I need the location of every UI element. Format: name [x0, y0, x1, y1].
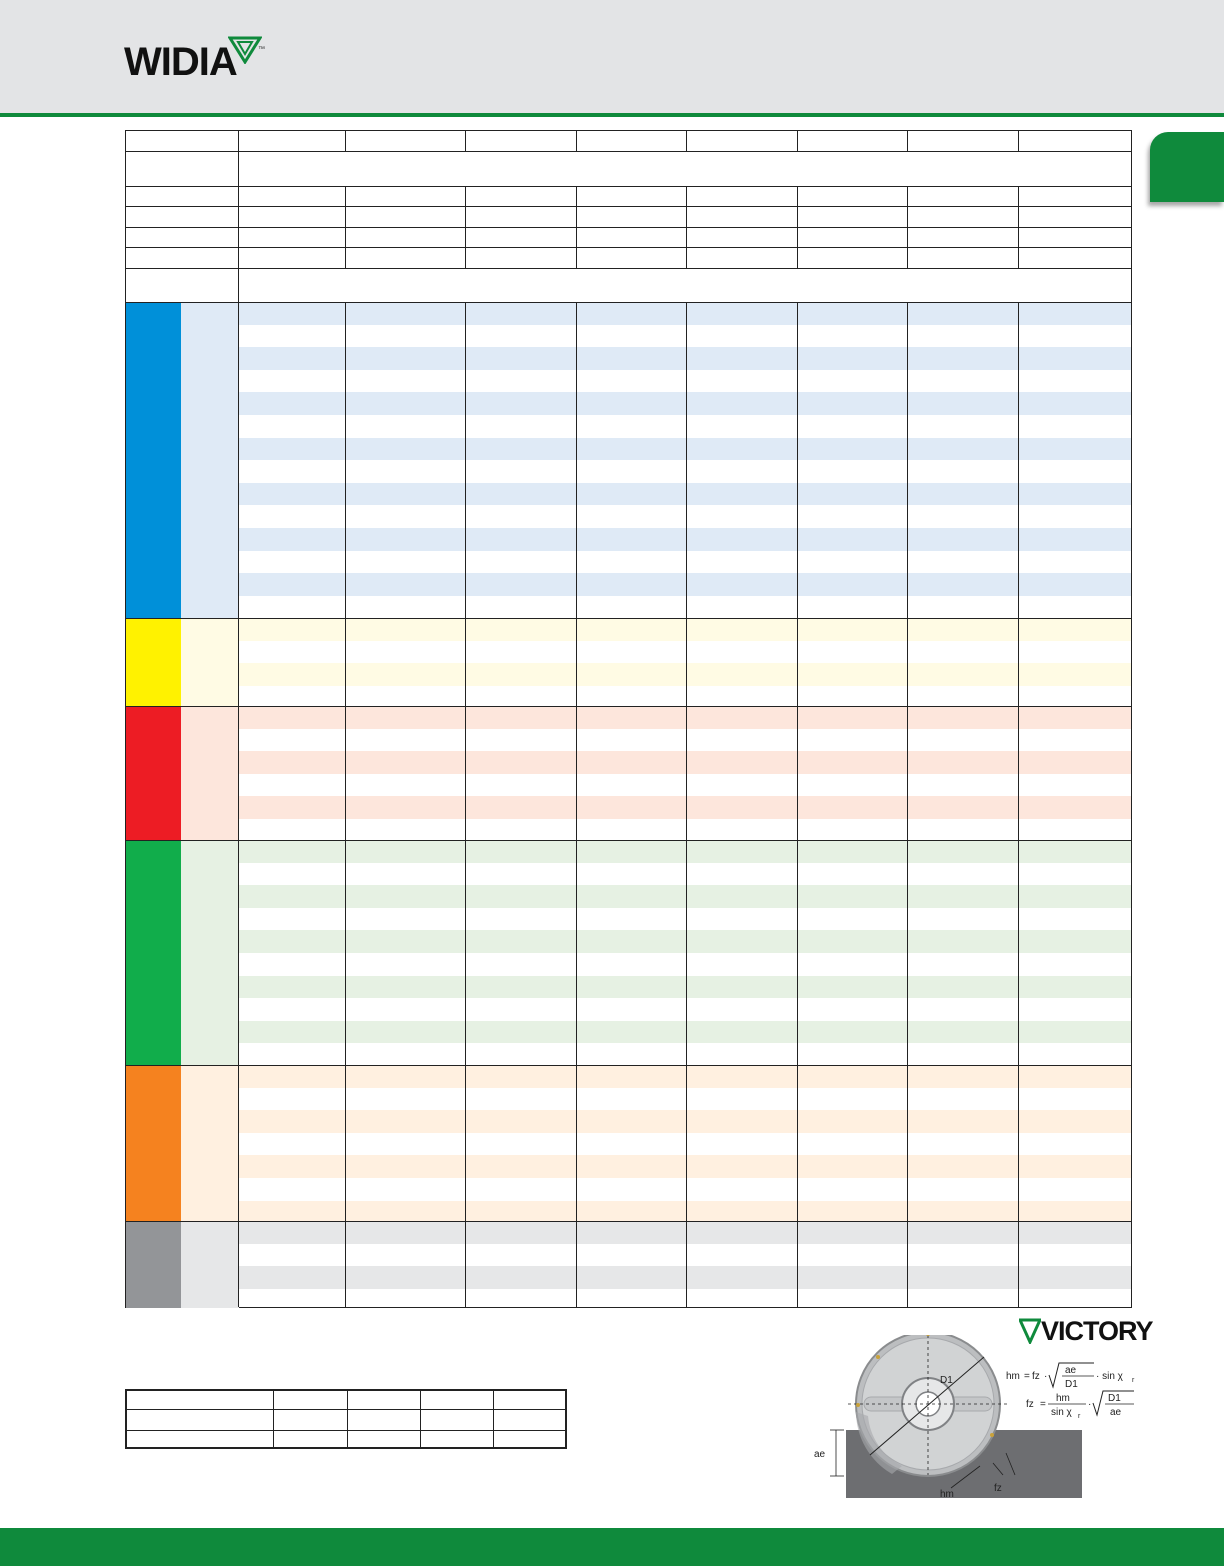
row-divider [126, 706, 1131, 707]
row-divider [126, 227, 1131, 228]
column-divider [686, 186, 687, 268]
table-row-stripe [239, 438, 1131, 461]
column-divider [907, 131, 908, 151]
column-divider [345, 131, 346, 151]
row-divider [126, 268, 1131, 269]
widia-triangle-icon [228, 36, 262, 64]
table-row-stripe [239, 1201, 1131, 1221]
formula-hm [1006, 1363, 1135, 1390]
material-group-panel [181, 1065, 239, 1221]
row-divider [126, 186, 1131, 187]
material-group-panel [181, 618, 239, 706]
material-group-tab [126, 1065, 181, 1221]
column-divider [238, 131, 239, 1307]
row-divider [126, 840, 1131, 841]
table-row-stripe [239, 930, 1131, 953]
table-row-stripe [239, 1266, 1131, 1289]
column-divider [576, 302, 577, 1308]
column-divider [1018, 131, 1019, 151]
formula-fz-eq: = [1040, 1399, 1046, 1410]
table-row-stripe [239, 796, 1131, 819]
column-divider [465, 131, 466, 151]
column-divider [576, 131, 577, 151]
column-divider [1018, 302, 1019, 1308]
formula-hm-eq: = [1024, 1371, 1030, 1382]
column-divider [1018, 186, 1019, 268]
row-divider [126, 151, 1131, 152]
d1-label: D1 [940, 1375, 953, 1386]
row-divider [126, 1065, 1131, 1066]
material-group-tab [126, 618, 181, 706]
table-row-stripe [239, 573, 1131, 596]
ae-label: ae [814, 1449, 826, 1460]
column-divider [347, 1391, 348, 1447]
cutting-data-table [125, 130, 1132, 1308]
column-divider [273, 1391, 274, 1447]
insert-4 [990, 1433, 994, 1437]
table-row-stripe [239, 1065, 1131, 1088]
column-divider [493, 1391, 494, 1447]
table-row-stripe [239, 976, 1131, 999]
formula-fz [1026, 1391, 1134, 1420]
formula-hm-den: D1 [1065, 1379, 1078, 1390]
column-divider [907, 186, 908, 268]
column-divider [797, 186, 798, 268]
table-row-stripe [239, 751, 1131, 774]
table-row-stripe [239, 885, 1131, 908]
formula-hm-tail: · sin χ [1096, 1371, 1123, 1382]
column-divider [420, 1391, 421, 1447]
formula-hm-dot: · [1044, 1371, 1048, 1382]
feed-table [125, 1389, 567, 1449]
row-divider [126, 618, 1131, 619]
column-divider [797, 131, 798, 151]
formula-fz-rnum: D1 [1108, 1393, 1121, 1404]
formula-hm-lhs: hm [1006, 1371, 1020, 1382]
page-footer [0, 1528, 1224, 1566]
header-divider [0, 113, 1224, 117]
table-row-stripe [239, 302, 1131, 325]
table-row-stripe [239, 1021, 1131, 1044]
row-divider [127, 1430, 565, 1431]
material-group-tab [126, 302, 181, 618]
row-divider [126, 1221, 1131, 1222]
table-row-stripe [239, 663, 1131, 686]
column-divider [345, 302, 346, 1308]
column-divider [465, 302, 466, 1308]
column-divider [907, 302, 908, 1308]
material-group-tab [126, 1221, 181, 1308]
row-divider [126, 302, 1131, 303]
formula-hm-num: ae [1065, 1365, 1077, 1376]
material-group-panel [181, 1221, 239, 1308]
material-group-panel [181, 840, 239, 1065]
material-group-tab [126, 840, 181, 1065]
table-row-stripe [239, 840, 1131, 863]
formula-fz-num: hm [1056, 1393, 1070, 1404]
row-divider [126, 206, 1131, 207]
cutter-engagement-diagram [808, 1335, 1138, 1500]
diagram-drawing [808, 1335, 1138, 1500]
table-row-stripe [239, 392, 1131, 415]
widia-wordmark: WIDIA [124, 40, 237, 84]
formula-fz-rden: ae [1110, 1407, 1122, 1418]
material-group-panel [181, 706, 239, 840]
fz-label: fz [994, 1483, 1002, 1494]
column-divider [345, 186, 346, 268]
column-divider [686, 302, 687, 1308]
table-row-stripe [239, 706, 1131, 729]
material-group-panel [181, 302, 239, 618]
column-divider [465, 186, 466, 268]
section-tab[interactable] [1150, 132, 1224, 202]
trademark-symbol: ™ [258, 46, 265, 53]
table-row-stripe [239, 347, 1131, 370]
table-row-stripe [239, 1110, 1131, 1133]
table-row-stripe [239, 528, 1131, 551]
column-divider [797, 302, 798, 1308]
insert-1 [876, 1355, 880, 1359]
formula-fz-den: sin χ [1051, 1407, 1072, 1418]
table-row-stripe [239, 1155, 1131, 1178]
table-row-stripe [239, 483, 1131, 506]
material-group-tab [126, 706, 181, 840]
formula-hm-term: fz [1032, 1371, 1040, 1382]
hm-label: hm [940, 1489, 954, 1500]
page-header [0, 0, 1224, 113]
formula-hm-sub: r [1132, 1377, 1135, 1384]
table-row-stripe [239, 1221, 1131, 1244]
table-row-stripe [239, 618, 1131, 641]
formula-fz-lhs: fz [1026, 1399, 1034, 1410]
column-divider [576, 186, 577, 268]
insert-2 [856, 1403, 860, 1407]
formula-fz-dot: · [1088, 1399, 1092, 1410]
formula-fz-den-sub: r [1078, 1413, 1081, 1420]
column-divider [686, 131, 687, 151]
row-divider [127, 1409, 565, 1410]
row-divider [126, 247, 1131, 248]
victory-wordmark: VICTORY [1041, 1316, 1153, 1346]
